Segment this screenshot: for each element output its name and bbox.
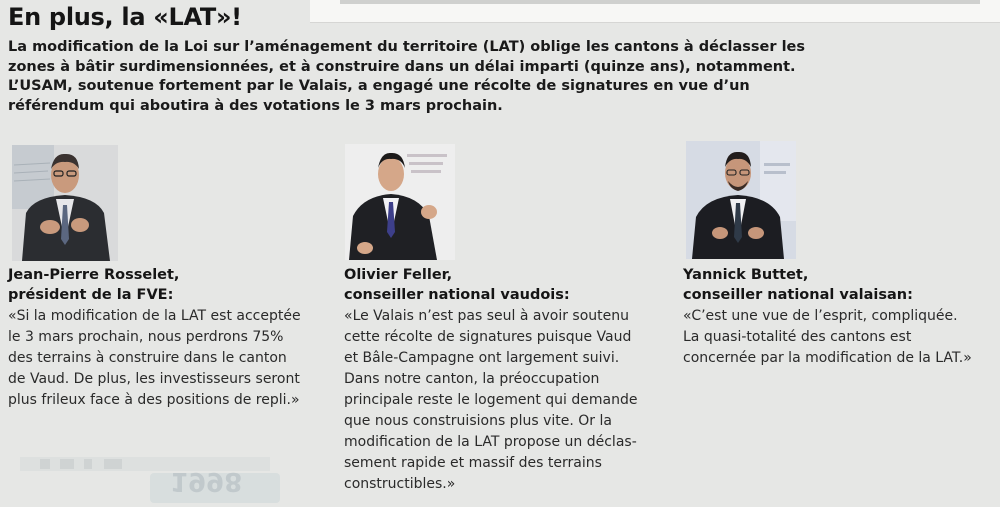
- quote-line: «Si la modification de la LAT est acceptée: [8, 308, 301, 324]
- faded-stamp-image: [0, 455, 300, 507]
- column-buttet: [683, 265, 998, 369]
- quote-line: «C’est une vue de l’esprit, compliquée.: [683, 308, 958, 324]
- photo-olivier-feller: [345, 144, 455, 260]
- quote-line: sement rapide et massif des terrains: [344, 455, 602, 471]
- person-role: conseiller national valaisan:: [683, 287, 913, 303]
- article-intro: La modification de la Loi sur l’aménagement du territoire (LAT) oblige les cantons à déclasser les zones à bâtir surdimensionnées, et à construire dans un délai imparti (quinze ans), notamment. L’USAM, soutenue fortement par le Valais, a engagé une récolte de signatures en vue d’un référendum qui aboutira à des votations le 3 mars prochain.: [8, 39, 806, 114]
- quote-line: des terrains à construire dans le canton: [8, 350, 287, 366]
- quote-line: le 3 mars prochain, nous perdrons 75%: [8, 329, 284, 345]
- person-name: Olivier Feller,: [344, 267, 453, 283]
- top-image-strip: [310, 0, 1000, 23]
- column-feller: [344, 265, 674, 495]
- quote: [683, 306, 998, 369]
- quote: [344, 306, 674, 495]
- quote-line: principale reste le logement qui demande: [344, 392, 638, 408]
- quote-line: et Bâle-Campagne ont largement suivi.: [344, 350, 620, 366]
- photo-jean-pierre-rosselet: [12, 145, 118, 261]
- quote-line: Dans notre canton, la préoccupation: [344, 371, 600, 387]
- quote-line: «Le Valais n’est pas seul à avoir soutenu: [344, 308, 629, 324]
- person-role: conseiller national vaudois:: [344, 287, 570, 303]
- person-name: Yannick Buttet,: [683, 267, 809, 283]
- photo-yannick-buttet: [686, 141, 796, 259]
- quote-line: modification de la LAT propose un déclas-: [344, 434, 637, 450]
- quote-line: plus frileux face à des positions de repli.»: [8, 392, 300, 408]
- quote-line: constructibles.»: [344, 476, 456, 492]
- quote-line: cette récolte de signatures puisque Vaud: [344, 329, 632, 345]
- person-name: Jean-Pierre Rosselet,: [8, 267, 180, 283]
- person-role: président de la FVE:: [8, 287, 174, 303]
- quote-line: de Vaud. De plus, les investisseurs seront: [8, 371, 300, 387]
- quote: [8, 306, 338, 411]
- quote-line: que nous construisions plus vite. Or la: [344, 413, 612, 429]
- stamp-text: 1998: [170, 466, 243, 496]
- quote-line: La quasi-totalité des cantons est: [683, 329, 912, 345]
- article-title: En plus, la «LAT»!: [8, 3, 242, 31]
- quote-line: concernée par la modification de la LAT.»: [683, 350, 972, 366]
- column-rosselet: [8, 265, 338, 411]
